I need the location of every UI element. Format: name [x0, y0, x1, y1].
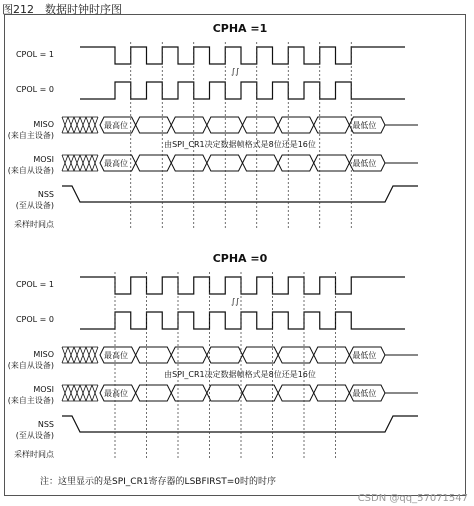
mosi-hatch — [74, 155, 80, 171]
miso-hatch — [92, 347, 98, 363]
miso-label-sub: (来自主设备) — [7, 131, 54, 140]
miso-last-bit: 最低位 — [352, 351, 377, 360]
mosi-last-bit: 最低位 — [352, 159, 377, 168]
miso-bit-cell — [278, 347, 314, 363]
cpol1-clock — [80, 277, 405, 294]
panel-header: CPHA =0 — [212, 252, 268, 265]
nss-label: NSS — [37, 190, 54, 199]
nss-label: NSS — [37, 420, 54, 429]
cpol0-clock — [80, 312, 405, 329]
miso-bit-cell — [314, 347, 350, 363]
mosi-hatch — [62, 155, 68, 171]
miso-hatch — [92, 117, 98, 133]
mosi-bit-cell — [136, 385, 172, 401]
footnote: 注：这里显示的是SPI_CR1寄存器的LSBFIRST=0时的时序 — [40, 477, 277, 487]
cpol0-label: CPOL = 0 — [15, 85, 54, 94]
cpol1-label: CPOL = 1 — [15, 280, 54, 289]
figure-title: 图212 数据时钟时序图 — [2, 3, 122, 16]
panel-cpha1 — [8, 22, 418, 229]
cpol1-clock — [80, 47, 405, 64]
mosi-bit-cell — [136, 155, 172, 171]
mosi-label-sub: (来自从设备) — [7, 166, 54, 175]
mosi-last-bit: 最低位 — [352, 389, 377, 398]
miso-bit-cell — [314, 117, 350, 133]
mosi-hatch — [86, 155, 92, 171]
nss-label-sub: (至从设备) — [15, 201, 54, 210]
miso-bit-cell — [207, 117, 243, 133]
miso-hatch — [62, 117, 68, 133]
miso-hatch — [68, 117, 74, 133]
mosi-hatch — [74, 385, 80, 401]
mosi-bit-cell — [243, 155, 279, 171]
sample-label: 采样时间点 — [14, 220, 54, 229]
mosi-bit-cell — [278, 155, 314, 171]
miso-hatch — [74, 117, 80, 133]
mosi-bit-cell — [278, 385, 314, 401]
mosi-hatch — [80, 385, 86, 401]
cpol1-label: CPOL = 1 — [15, 50, 54, 59]
mosi-hatch — [68, 155, 74, 171]
break-mark: ∫∫ — [231, 67, 240, 76]
miso-hatch — [86, 117, 92, 133]
mosi-bit-cell — [314, 155, 350, 171]
mosi-label: MOSI — [33, 155, 54, 164]
mosi-bit-cell — [207, 385, 243, 401]
mosi-hatch — [80, 155, 86, 171]
mosi-bit-cell — [171, 155, 207, 171]
mosi-first-bit: 最高位 — [104, 389, 128, 398]
nss-signal — [62, 186, 418, 202]
panel-cpha0 — [8, 252, 418, 487]
mosi-first-bit: 最高位 — [104, 159, 128, 168]
miso-label: MISO — [33, 350, 54, 359]
miso-bit-cell — [136, 347, 172, 363]
miso-bit-cell — [171, 117, 207, 133]
miso-hatch — [80, 117, 86, 133]
cpol0-label: CPOL = 0 — [15, 315, 54, 324]
miso-hatch — [74, 347, 80, 363]
mosi-hatch — [62, 385, 68, 401]
nss-signal — [62, 416, 418, 432]
panel-header: CPHA =1 — [212, 22, 268, 35]
mosi-label: MOSI — [33, 385, 54, 394]
mosi-hatch — [92, 385, 98, 401]
mosi-bit-cell — [171, 385, 207, 401]
mosi-bit-cell — [314, 385, 350, 401]
frame-format-note: 由SPI_CR1决定数据帧格式是8位还是16位 — [164, 140, 316, 149]
mosi-hatch — [68, 385, 74, 401]
miso-bit-cell — [207, 347, 243, 363]
miso-hatch — [80, 347, 86, 363]
mosi-hatch — [92, 155, 98, 171]
cpol0-clock — [80, 82, 405, 99]
miso-label-sub: (来自从设备) — [7, 361, 54, 370]
nss-label-sub: (至从设备) — [15, 431, 54, 440]
miso-hatch — [68, 347, 74, 363]
break-mark: ∫∫ — [231, 297, 240, 306]
miso-hatch — [62, 347, 68, 363]
mosi-bit-cell — [207, 155, 243, 171]
miso-bit-cell — [243, 117, 279, 133]
watermark: CSDN @qq_57071547 — [357, 493, 468, 504]
miso-first-bit: 最高位 — [104, 121, 128, 130]
mosi-hatch — [86, 385, 92, 401]
miso-hatch — [86, 347, 92, 363]
miso-last-bit: 最低位 — [352, 121, 377, 130]
miso-bit-cell — [171, 347, 207, 363]
miso-label: MISO — [33, 120, 54, 129]
sample-label: 采样时间点 — [14, 450, 54, 459]
frame-format-note: 由SPI_CR1决定数据帧格式是8位还是16位 — [164, 370, 316, 379]
mosi-label-sub: (来自主设备) — [7, 396, 54, 405]
miso-first-bit: 最高位 — [104, 351, 128, 360]
miso-bit-cell — [278, 117, 314, 133]
miso-bit-cell — [136, 117, 172, 133]
